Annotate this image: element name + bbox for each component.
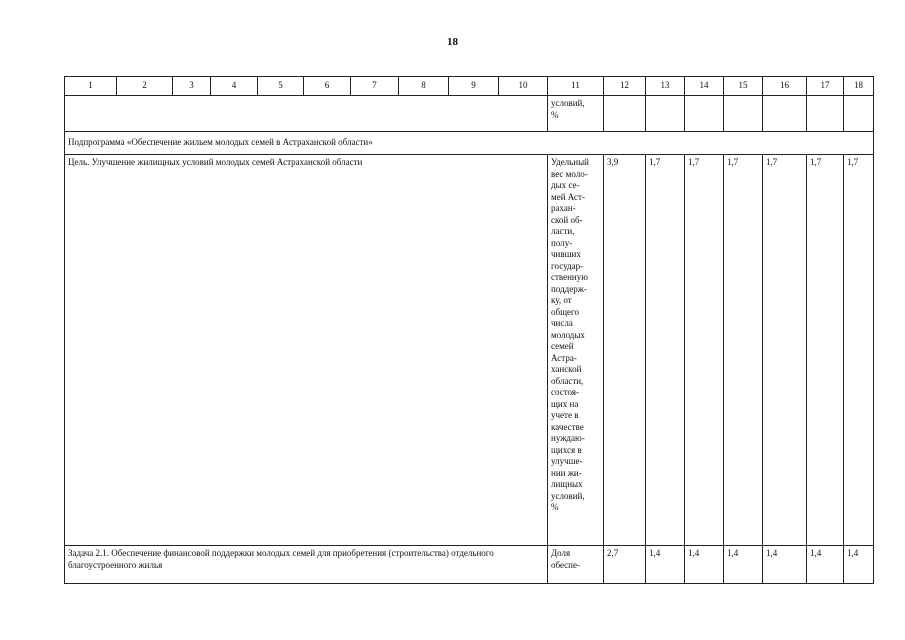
column-header: 1 xyxy=(65,77,117,96)
column-number-row xyxy=(65,77,874,96)
value-cell: 1,4 xyxy=(685,546,724,584)
column-header: 11 xyxy=(548,77,604,96)
column-header: 13 xyxy=(646,77,685,96)
column-header: 4 xyxy=(211,77,258,96)
value-cell: 1,7 xyxy=(646,155,685,546)
empty-cell xyxy=(685,96,724,132)
empty-cell xyxy=(604,96,646,132)
column-header: 5 xyxy=(258,77,304,96)
table-row xyxy=(65,132,874,155)
column-header: 12 xyxy=(604,77,646,96)
column-header: 16 xyxy=(763,77,807,96)
empty-cell xyxy=(646,96,685,132)
value-cell: 1,7 xyxy=(763,155,807,546)
value-cell: 1,4 xyxy=(646,546,685,584)
column-header: 15 xyxy=(724,77,763,96)
column-header: 17 xyxy=(807,77,844,96)
subprogram-title: Подпрограмма «Обеспечение жильем молодых семей в Астраханской области» xyxy=(65,132,874,155)
value-cell: 3,9 xyxy=(604,155,646,546)
value-cell: 1,7 xyxy=(807,155,844,546)
value-cell: 1,4 xyxy=(844,546,874,584)
column-header: 6 xyxy=(304,77,351,96)
indicator-cell: Доля обеспе- xyxy=(548,546,604,584)
indicator-cell: Удельный вес моло- дых се- мей Аст- рахан- ской об- ласти, полу- чивших государ- ственную поддерж- ку, от общего числа молодых семей Астра- ханской области, состоя- щих на учете в качестве нуждаю- щихся в улучше- нии жи- лищных условий, % xyxy=(548,155,604,546)
value-cell: 1,7 xyxy=(685,155,724,546)
value-cell: 1,4 xyxy=(763,546,807,584)
task-label: Задача 2.1. Обеспечение финансовой поддержки молодых семей для приобретения (строительства) отдельного благоустроенного жилья xyxy=(65,546,548,584)
column-header: 8 xyxy=(399,77,449,96)
goal-label: Цель. Улучшение жилищных условий молодых семей Астраханской области xyxy=(65,155,548,546)
value-cell: 1,7 xyxy=(724,155,763,546)
indicator-table xyxy=(64,76,874,584)
indicator-cell: условий, % xyxy=(548,96,604,132)
table-row xyxy=(65,96,874,132)
column-header: 14 xyxy=(685,77,724,96)
value-cell: 2,7 xyxy=(604,546,646,584)
empty-cell xyxy=(65,96,548,132)
value-cell: 1,7 xyxy=(844,155,874,546)
table-row xyxy=(65,546,874,584)
empty-cell xyxy=(844,96,874,132)
value-cell: 1,4 xyxy=(807,546,844,584)
empty-cell xyxy=(763,96,807,132)
column-header: 7 xyxy=(351,77,399,96)
column-header: 2 xyxy=(117,77,173,96)
empty-cell xyxy=(724,96,763,132)
column-header: 18 xyxy=(844,77,874,96)
column-header: 10 xyxy=(499,77,548,96)
table-row xyxy=(65,155,874,546)
page-number: 18 xyxy=(447,36,458,48)
column-header: 3 xyxy=(173,77,211,96)
column-header: 9 xyxy=(449,77,499,96)
value-cell: 1,4 xyxy=(724,546,763,584)
empty-cell xyxy=(807,96,844,132)
